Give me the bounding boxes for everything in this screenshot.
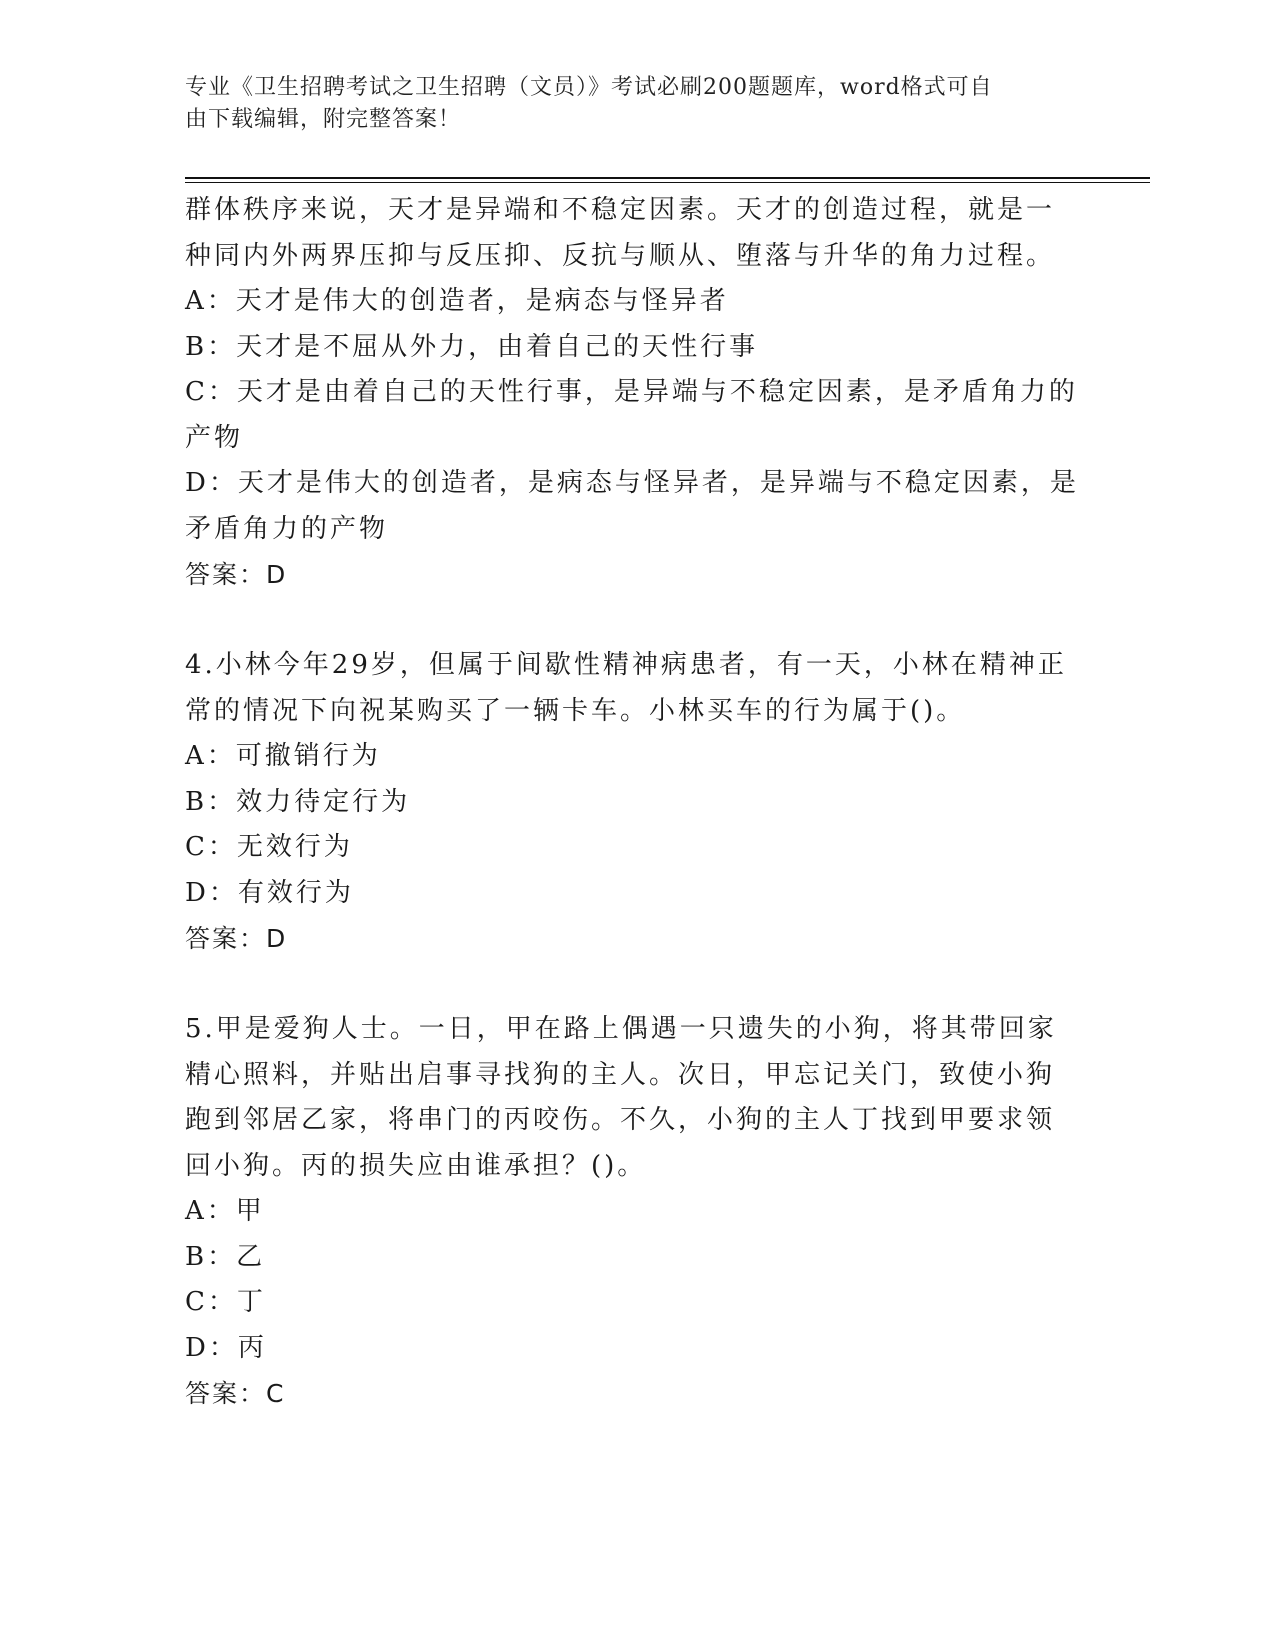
option-a: A：可撤销行为 bbox=[185, 741, 381, 771]
option-c: C：丁 bbox=[185, 1287, 266, 1317]
option-a: A：甲 bbox=[185, 1196, 265, 1226]
answer-label: 答案：C bbox=[185, 1379, 286, 1408]
answer-label: 答案：D bbox=[185, 924, 288, 953]
option-b: B：天才是不屈从外力，由着自己的天性行事 bbox=[185, 331, 759, 362]
question-4 bbox=[185, 643, 1085, 962]
question-5 bbox=[185, 1007, 1085, 1417]
header-divider-thick bbox=[185, 177, 1150, 179]
option-d: D：丙 bbox=[185, 1332, 267, 1363]
option-b: B：效力待定行为 bbox=[185, 786, 411, 817]
question-spacer bbox=[185, 962, 1085, 1008]
option-c: C：天才是由着自己的天性行事，是异端与不稳定因素，是矛盾角力的 bbox=[185, 377, 1078, 407]
question-text-line: 群体秩序来说，天才是异端和不稳定因素。天才的创造过程，就是一 bbox=[185, 195, 1056, 225]
question-text-line: 种同内外两界压抑与反压抑、反抗与顺从、堕落与升华的角力过程。 bbox=[185, 240, 1056, 271]
question-3 bbox=[185, 188, 1085, 598]
question-text-line: 4.小林今年29岁，但属于间歇性精神病患者，有一天，小林在精神正 bbox=[185, 650, 1067, 680]
option-d: D：天才是伟大的创造者，是病态与怪异者，是异端与不稳定因素，是 bbox=[185, 468, 1079, 498]
document-body bbox=[185, 188, 1085, 1417]
question-text-line: 精心照料，并贴出启事寻找狗的主人。次日，甲忘记关门，致使小狗 bbox=[185, 1059, 1056, 1090]
question-text-line: 5.甲是爱狗人士。一日，甲在路上偶遇一只遗失的小狗，将其带回家 bbox=[185, 1014, 1057, 1044]
option-d: D：有效行为 bbox=[185, 877, 354, 908]
option-d-continued: 矛盾角力的产物 bbox=[185, 513, 389, 544]
option-a: A：天才是伟大的创造者，是病态与怪异者 bbox=[185, 286, 729, 316]
header-divider-thin bbox=[185, 182, 1150, 183]
header-title-line-2: 由下载编辑，附完整答案！ bbox=[185, 107, 462, 132]
question-text-line: 跑到邻居乙家，将串门的丙咬伤。不久，小狗的主人丁找到甲要求领 bbox=[185, 1105, 1056, 1135]
answer-label: 答案：D bbox=[185, 560, 288, 589]
question-text-line: 回小狗。丙的损失应由谁承担？()。 bbox=[185, 1150, 647, 1181]
header-title-line-1: 专业《卫生招聘考试之卫生招聘（文员）》考试必刷200题题库，word格式可自 bbox=[185, 75, 993, 100]
question-spacer bbox=[185, 598, 1085, 644]
page-header bbox=[185, 72, 1065, 136]
option-c-continued: 产物 bbox=[185, 422, 244, 453]
question-text-line: 常的情况下向祝某购买了一辆卡车。小林买车的行为属于()。 bbox=[185, 695, 966, 726]
option-c: C：无效行为 bbox=[185, 832, 353, 862]
option-b: B：乙 bbox=[185, 1241, 266, 1272]
